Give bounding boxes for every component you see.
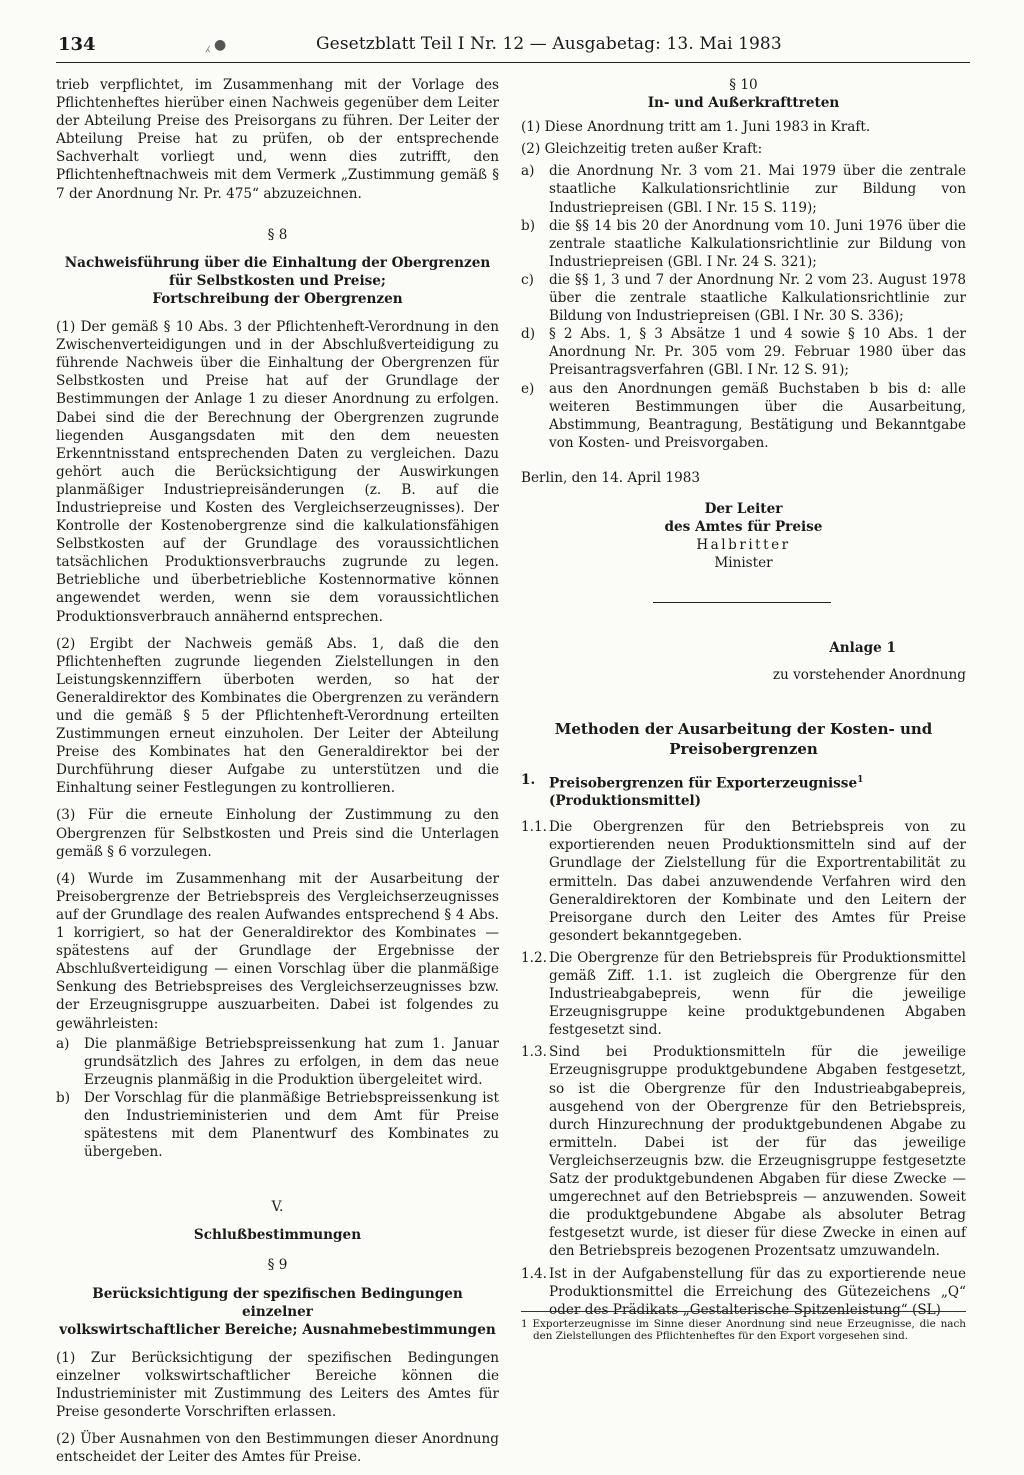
section-8-heading-1: Nachweisführung über die Einhaltung der Obergrenzen (64, 254, 491, 271)
signature-role: Minister (714, 555, 773, 572)
section-8-paragraph-3: (3) Für die erneute Einholung der Zustimmung zu den Obergrenzen für Selbstkosten und Preis sind die Unterlagen gemäß § 6 vorzulegen. (56, 807, 499, 860)
right-column (521, 76, 966, 1323)
section-8-paragraph-4: (4) Wurde im Zusammenhang mit der Ausarbeitung der Preisobergrenze der Betriebspreis des Vergleichserzeugnisses auf der Grundlage des realen Aufwandes entsprechend § 4 Abs. 1 korrigiert, so hat der Generaldirektor des Kombinates — spätestens auf der Grundlage der Ergebnisse der Abschlußverteidigung — einen Vorschlag über die planmäßige Senkung des Betriebspreises des Vergleichserzeugnisses bzw. der Erzeugnisgruppe auszuarbeiten. Dabei ist folgendes zu gewährleisten: (56, 870, 499, 1032)
section-10-sign: § 10 (729, 77, 758, 93)
signature-name: Halbritter (696, 537, 791, 554)
page-number: 134 (58, 34, 96, 55)
left-column (56, 76, 499, 1475)
list-item: 1.1. Die Obergrenzen für den Betriebspreis von zu exportierenden neuen Produktionsmitteln sind auf der Grundlage der Zielstellung für die Exportrentabilität zu ermitteln. Das dabei anzuwendende Verfahren wird den Generaldirektoren der Kombinate und den Leitern der Preisorgane durch den Leiter des Amtes für Preise gesondert bekanntgegeben. (521, 819, 966, 944)
list-item: a) die Anordnung Nr. 3 vom 21. Mai 1979 über die zentrale staatliche Kalkulationsrichtlinie zur Bildung von Industriepreisen (GBl. I Nr. 15 S. 119); (521, 163, 966, 216)
section-9-paragraph-2: (2) Über Ausnahmen von den Bestimmungen dieser Anordnung entscheidet der Leiter des Amtes für Preise. (56, 1431, 499, 1466)
section-9-heading-1: Berücksichtigung der spezifischen Bedingungen einzelner (92, 1285, 463, 1320)
section-10-heading: In- und Außerkrafttreten (647, 95, 840, 112)
section-8-sign: § 8 (267, 226, 288, 243)
footnote (521, 1311, 966, 1342)
section-8-heading-2: für Selbstkosten und Preise; (169, 272, 386, 289)
signature-line-2: des Amtes für Preise (664, 519, 823, 536)
list-item: 1.2. Die Obergrenze für den Betriebspreis für Produktionsmittel gemäß Ziff. 1.1. ist zugleich die Obergrenze für den Industrieabgabepreis, wenn für die jeweilige Erzeugnisgruppe keine produktgebundenen Abgaben festgesetzt sind. (521, 949, 966, 1039)
section-9-heading-2: volkswirtschaftlicher Bereiche; Ausnahmebestimmungen (59, 1321, 496, 1338)
header-title: Gesetzblatt Teil I Nr. 12 — Ausgabetag: 13. Mai 1983 (316, 34, 782, 54)
list-item: c) die §§ 1, 3 und 7 der Anordnung Nr. 2 vom 23. August 1978 über die zentrale staatliche Kalkulationsrichtlinie zur Bildung von Industriepreisen (GBl. I Nr. 30 S. 336); (521, 271, 966, 325)
section-9-paragraph-1: (1) Zur Berücksichtigung der spezifischen Bedingungen einzelner volkswirtschaftlicher Bereiche können die Industrieminister mit Zustimmung des Leiters des Amtes für Preise gesonderte Vorschriften erlassen. (56, 1349, 499, 1421)
section-8-heading-3: Fortschreibung der Obergrenzen (152, 290, 403, 307)
methods-heading: Methoden der Ausarbeitung der Kosten- und Preisobergrenzen (554, 719, 933, 758)
list-item: a) Die planmäßige Betriebspreissenkung hat zum 1. Januar grundsätzlich des Jahres zu erfolgen, in dem das neue Erzeugnis planmäßig in die Produktion übergeleitet wird. (56, 1035, 499, 1088)
methods-subheading: 1. Preisobergrenzen für Exporterzeugnisse$^1$ (Produktionsmittel) (521, 771, 864, 810)
intro-paragraph: trieb verpflichtet, im Zusammenhang mit der Vorlage des Pflichtenheftes hierüber einen Nachweis gegenüber dem Leiter der Abteilung Preise des Preisorgans zu führen. Der Leiter der Abteilung Preise hat zu prüfen, ob der entsprechende Sachverhalt vorliegt und, wenn dies zutrifft, den Pflichtenheftnachweis mit dem Vermerk „Zustimmung gemäß § 7 der Anordnung Nr. Pr. 475“ abzuzeichnen. (56, 77, 499, 202)
section-v-title: Schlußbestimmungen (193, 1227, 362, 1244)
footnote-text: 1 Exporterzeugnisse im Sinne dieser Anordnung sind neue Erzeugnisse, die nach den Zielstellungen des Pflichtenheftes für den Export vorgesehen sind. (521, 1318, 966, 1342)
anlage-title: Anlage 1 (829, 640, 896, 657)
section-10-list (521, 162, 966, 452)
list-item: b) Der Vorschlag für die planmäßige Betriebspreissenkung ist den Industrieministerien und dem Amt für Preise spätestens mit dem Planentwurf des Kombinates zu übergeben. (56, 1089, 499, 1161)
ink-mark-icon: ⁁ ● (206, 37, 227, 53)
anlage-subtitle: zu vorstehender Anordnung (772, 667, 966, 684)
section-v-numeral: V. (271, 1199, 284, 1216)
signature-line-1: Der Leiter (704, 500, 783, 517)
place-date: Berlin, den 14. April 1983 (521, 469, 701, 486)
divider-rule (653, 602, 831, 603)
section-10-paragraph-2: (2) Gleichzeitig treten außer Kraft: (521, 141, 763, 158)
section-10-paragraph-1: (1) Diese Anordnung tritt am 1. Juni 1983 in Kraft. (521, 119, 871, 136)
section-8-list (56, 1035, 499, 1162)
list-item: b) die §§ 14 bis 20 der Anordnung vom 10. Juni 1976 über die zentrale staatliche Kalkulationsrichtlinie zur Bildung von Industriepreisen (GBl. I Nr. 24 S. 321); (521, 217, 966, 270)
section-9-sign: § 9 (267, 1257, 288, 1274)
list-item: d) § 2 Abs. 1, § 3 Absätze 1 und 4 sowie § 10 Abs. 1 der Anordnung Nr. Pr. 305 vom 29. Februar 1980 über das Preisantragsverfahren (GBl. I Nr. 12 S. 91); (521, 326, 966, 379)
list-item: 1.4. Ist in der Aufgabenstellung für das zu exportierende neue Produktionsmittel die Erreichung des Gütezeichens „Q“ oder des Prädikats „Gestalterische Spitzenleistung“ (SL) (521, 1265, 966, 1318)
list-item: e) aus den Anordnungen gemäß Buchstaben b bis d: alle weiteren Bestimmungen über die Ausarbeitung, Abstimmung, Beantragung, Bestätigung und Bekanntgabe von Kosten- und Preisvorgaben. (521, 380, 966, 451)
section-8-paragraph-1: (1) Der gemäß § 10 Abs. 3 der Pflichtenheft-Verordnung in den Zwischenverteidigungen und in der Abschlußverteidigung zu führende Nachweis über die Einhaltung der Obergrenzen für Selbstkosten und Preise hat auf der Grundlage der Bestimmungen der Anlage 1 zu dieser Anordnung zu erfolgen. Dabei sind die der Berechnung der Obergrenzen zugrunde liegenden Ausgangsdaten mit den dem neuesten Erkenntnisstand entsprechenden Daten zu vergleichen. Dazu gehört auch die Berücksichtigung der Auswirkungen planmäßiger Industriepreisänderungen (z. B. auf die Industriepreise und Kosten des Vergleichserzeugnisses). Der Kontrolle der Kostenobergrenze sind die kalkulationsfähigen Selbstkosten auf der Grundlage des voraussichtlichen tatsächlichen Produktionsverbrauchs zugrunde zu legen. Betriebliche und überbetriebliche Kostennormative können angewendet werden, wenn sie dem voraussichtlichen Produktionsverbrauch annähernd entsprechen. (56, 319, 499, 625)
footnote-marker: 1 (857, 774, 864, 785)
list-item: 1.3. Sind bei Produktionsmitteln für die jeweilige Erzeugnisgruppe produktgebundene Abgaben festgesetzt, so ist die Obergrenze für den Industrieabgabepreis, ausgehend von der Obergrenze für den Betriebspreis, durch Hinzurechnung der produktgebundenen Abgabe zu ermitteln. Dabei ist der für das jeweilige Vergleichserzeugnis bzw. die Erzeugnisgruppe festgesetzte Satz der produktgebundenen Abgaben für diese Zwecke — umgerechnet auf den Betriebspreis — anzuwenden. Soweit die produktgebundene Abgabe als absoluter Betrag festgesetzt wurde, ist dieser für diese Zwecke in einen auf den Betriebspreis bezogenen Prozentsatz umzuwandeln. (521, 1044, 966, 1260)
page-header (56, 32, 970, 63)
section-8-paragraph-2: (2) Ergibt der Nachweis gemäß Abs. 1, daß die den Pflichtenheften zugrunde liegenden Zielstellungen in den Leistungskennziffern überboten werden, so hat der Generaldirektor des Kombinates die Obergrenzen zu verändern und die gemäß § 5 der Pflichtenheft-Verordnung erteilten Zustimmungen erneut einzuholen. Der Leiter der Abteilung Preise des Kombinates hat den Generaldirektor bei der Durchführung dieser Aufgabe zu unterstützen und die Einhaltung seiner Festlegungen zu kontrollieren. (56, 635, 499, 797)
